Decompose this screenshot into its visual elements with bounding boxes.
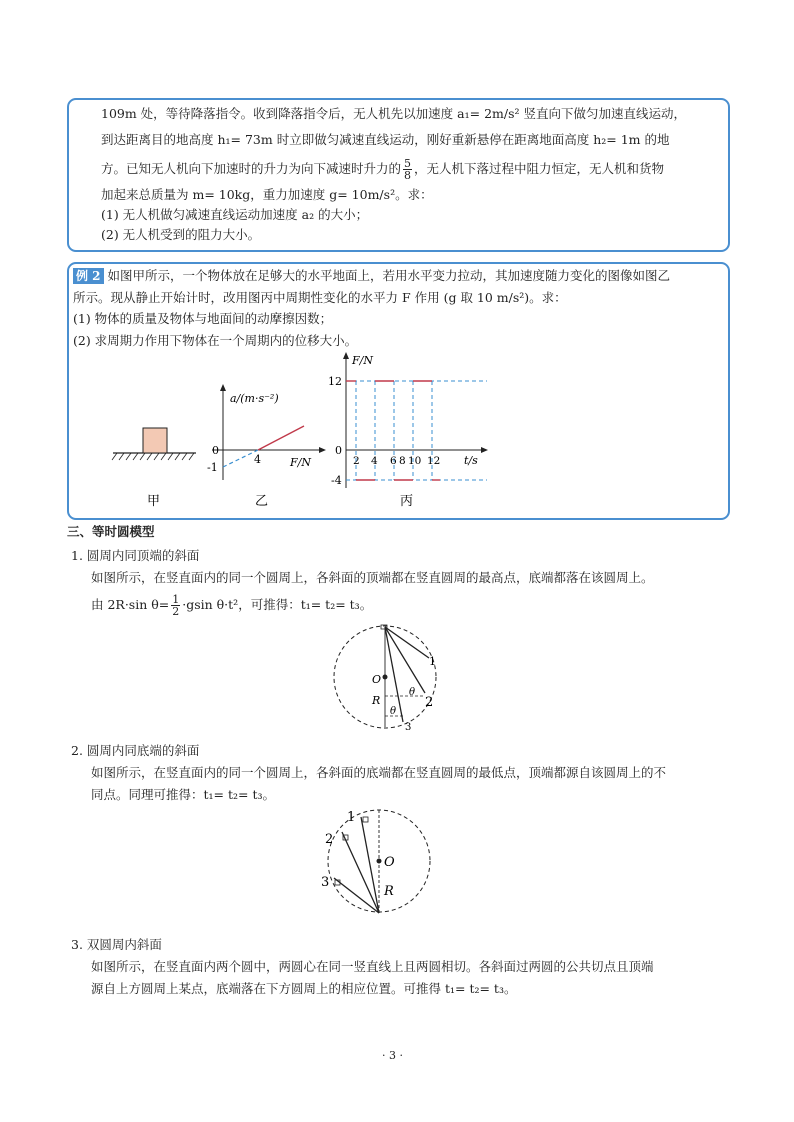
- problem1-line-4: 加起来总质量为 m= 10kg，重力加速度 g= 10m/s²。求：: [101, 187, 433, 202]
- label-1-b: 1: [347, 810, 356, 825]
- graph-b-ylabel: a/(m·s⁻²): [230, 392, 279, 405]
- item1-heading: 1. 圆周内同顶端的斜面: [71, 548, 200, 563]
- item3-text-2: 源自上方圆周上某点，底端落在下方圆周上的相应位置。可推得 t₁= t₂= t₃。: [91, 981, 517, 996]
- problem1-line-6: (2) 无人机受到的阻力大小。: [101, 227, 261, 242]
- item2-text-1: 如图所示，在竖直面内的同一个圆周上，各斜面的底端都在竖直圆周的最低点，顶端都源自该圆周上的不: [91, 765, 667, 780]
- graph-c-origin: 0: [335, 444, 342, 457]
- graph-b-origin: 0: [212, 444, 219, 457]
- formula-denominator: 2: [172, 605, 180, 618]
- label-3: 3: [405, 722, 412, 733]
- block: [143, 428, 167, 453]
- label-3-b: 3: [321, 875, 330, 890]
- graph-c-xtick-8: 8: [399, 455, 406, 467]
- fraction-denominator: 8: [404, 169, 412, 182]
- section3-title: 三、等时圆模型: [67, 524, 155, 539]
- example-tag: 例 2: [73, 268, 104, 284]
- item1-text: 如图所示，在竖直面内的同一个圆周上，各斜面的顶端都在竖直圆周的最高点，底端都落在该圆周上。: [91, 570, 654, 585]
- graph-c-ylabel: F/N: [352, 354, 373, 367]
- problem1-line-1: 109m 处，等待降落指令。收到降落指令后，无人机先以加速度 a₁= 2m/s² 竖直向下做匀加速直线运动，: [101, 106, 686, 121]
- formula-post: ·gsin θ·t²，可推得：t₁= t₂= t₃。: [182, 597, 373, 612]
- example2-line-2: 所示。现从静止开始计时，改用图丙中周期性变化的水平力 F 作用 (g 取 10 m/s²)。求：: [73, 290, 567, 305]
- figure-bing: [328, 352, 488, 509]
- graph-b-xtick: 4: [254, 453, 261, 466]
- label-1: 1: [429, 655, 436, 668]
- graph-c-xlabel: t/s: [464, 454, 478, 467]
- example2-line-4: (2) 求周期力作用下物体在一个周期内的位移大小。: [73, 333, 358, 348]
- label-O: O: [372, 673, 382, 686]
- formula-numerator: 1: [172, 593, 180, 606]
- label-bing: 丙: [400, 494, 414, 509]
- graph-c-xtick-12: 12: [427, 455, 441, 467]
- figure-yi: [207, 384, 326, 509]
- example2-line-3: (1) 物体的质量及物体与地面间的动摩擦因数；: [73, 311, 333, 326]
- label-2: 2: [425, 695, 434, 710]
- label-2-b: 2: [325, 832, 334, 847]
- item3-text-1: 如图所示，在竖直面内两个圆中，两圆心在同一竖直线上且两圆相切。各斜面过两圆的公共切点且顶端: [91, 959, 654, 974]
- label-R-2: R: [384, 884, 394, 899]
- figure-same-top-circle: [330, 622, 450, 734]
- figure-same-bottom-circle: [318, 805, 448, 917]
- graph-c-xtick-6: 6: [390, 455, 397, 467]
- problem1-line-2: 到达距离目的地高度 h₁= 73m 时立即做匀减速直线运动，刚好重新悬停在距离地面高度 h₂= 1m 的地: [101, 132, 670, 147]
- page-number: · 3 ·: [382, 1049, 403, 1062]
- problem1-line-3b: ，无人机下落过程中阻力恒定，无人机和货物: [414, 161, 665, 176]
- graph-b-dashed-line: [223, 450, 258, 467]
- item2-heading: 2. 圆周内同底端的斜面: [71, 743, 200, 758]
- item1-formula: [91, 590, 372, 620]
- graph-b-xlabel: F/N: [290, 456, 311, 469]
- fraction-numerator: 5: [404, 157, 412, 170]
- graph-c-xtick-10: 10: [408, 455, 422, 467]
- example2-line-1-text: 如图甲所示，一个物体放在足够大的水平地面上，若用水平变力拉动，其加速度随力变化的图像如图乙: [107, 268, 671, 283]
- label-theta-1: θ: [409, 687, 416, 698]
- fraction-1-2: [171, 594, 180, 617]
- figure-jia: [112, 428, 196, 509]
- problem1-line-5: (1) 无人机做匀减速直线运动加速度 a₂ 的大小；: [101, 207, 369, 222]
- graph-b-ytick: -1: [207, 461, 218, 474]
- graph-c-ytick-12: 12: [328, 375, 342, 388]
- item3-heading: 3. 双圆周内斜面: [71, 937, 162, 952]
- label-R: R: [372, 694, 381, 707]
- formula-pre: 由 2R·sin θ=: [91, 597, 170, 612]
- item2-text-2: 同点。同理可推得：t₁= t₂= t₃。: [91, 787, 275, 802]
- label-jia: 甲: [147, 494, 161, 509]
- graph-c-xtick-2: 2: [353, 455, 360, 467]
- graph-c-ytick-neg4: -4: [331, 474, 342, 487]
- label-yi: 乙: [255, 494, 269, 509]
- label-O-2: O: [384, 855, 395, 870]
- graph-b-solid-line: [258, 426, 304, 450]
- graph-c-xtick-4: 4: [371, 455, 378, 467]
- problem1-line-3a: 方。已知无人机向下加速时的升力为向下减速时升力的: [101, 161, 402, 176]
- label-theta-2: θ: [390, 706, 397, 717]
